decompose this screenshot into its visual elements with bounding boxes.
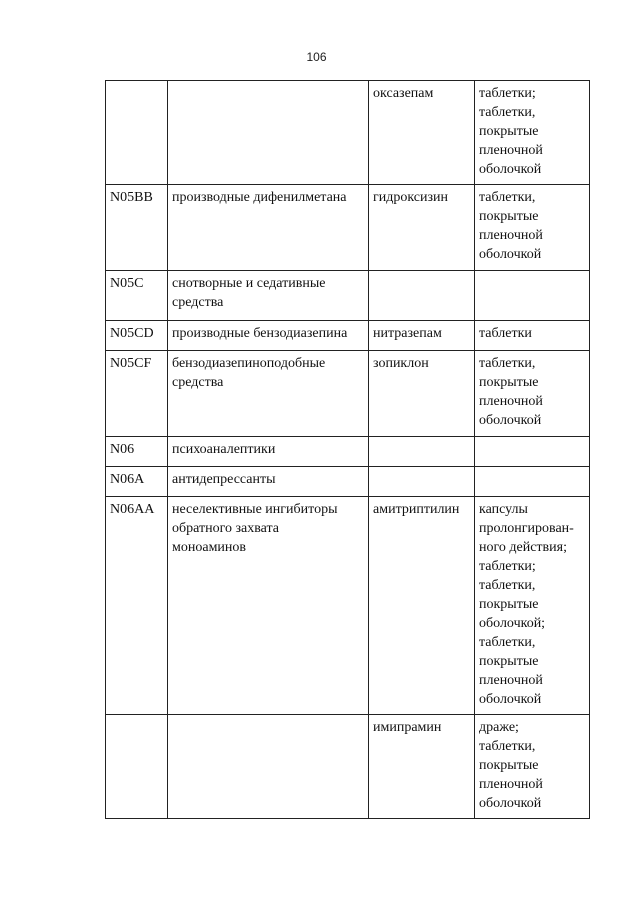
table-row: [106, 351, 590, 437]
group-cell: [168, 467, 369, 497]
atc-code-cell: [106, 467, 168, 497]
form-cell: [475, 715, 590, 819]
group-cell: [168, 185, 369, 271]
form-cell: [475, 497, 590, 715]
table-row: [106, 271, 590, 321]
group-cell: [168, 497, 369, 715]
group-cell: [168, 437, 369, 467]
drug-cell: [369, 351, 475, 437]
dosage-form: таблетки, покрытые пленочной оболочкой: [479, 190, 543, 262]
group-cell: [168, 271, 369, 321]
form-cell: [475, 437, 590, 467]
atc-code: N05C: [110, 276, 144, 291]
table-row: [106, 81, 590, 185]
form-cell: [475, 81, 590, 185]
table-row: [106, 715, 590, 819]
form-cell: [475, 321, 590, 351]
drug-cell: [369, 81, 475, 185]
group-name: антидепрессанты: [172, 472, 276, 487]
drug-cell: [369, 321, 475, 351]
group-name: производные дифенилметана: [172, 190, 347, 205]
drug-cell: [369, 437, 475, 467]
dosage-form: драже; таблетки, покрытые пленочной оболочкой: [479, 720, 543, 811]
drug-name: амитриптилин: [373, 502, 460, 517]
atc-code: N05CD: [110, 326, 154, 341]
dosage-form: таблетки; таблетки, покрытые пленочной оболочкой: [479, 86, 543, 177]
group-cell: [168, 321, 369, 351]
atc-code-cell: [106, 271, 168, 321]
table-row: [106, 437, 590, 467]
drug-name: зопиклон: [373, 356, 429, 371]
table-row: [106, 467, 590, 497]
atc-code-cell: [106, 497, 168, 715]
drug-cell: [369, 271, 475, 321]
atc-code: N06AA: [110, 502, 155, 517]
drug-name: оксазепам: [373, 86, 434, 101]
group-name: психоаналептики: [172, 442, 276, 457]
atc-code-cell: [106, 81, 168, 185]
atc-code-cell: [106, 351, 168, 437]
atc-code-cell: [106, 185, 168, 271]
atc-code-cell: [106, 321, 168, 351]
group-cell: [168, 351, 369, 437]
form-cell: [475, 271, 590, 321]
atc-code: N05CF: [110, 356, 152, 371]
atc-code: N05BB: [110, 190, 153, 205]
atc-code-cell: [106, 715, 168, 819]
drug-cell: [369, 185, 475, 271]
atc-code: N06A: [110, 472, 145, 487]
form-cell: [475, 351, 590, 437]
table-row: [106, 185, 590, 271]
table-row: [106, 321, 590, 351]
drug-table: [105, 80, 590, 819]
drug-name: гидроксизин: [373, 190, 449, 205]
drug-name: нитразепам: [373, 326, 442, 341]
group-cell: [168, 715, 369, 819]
dosage-form: таблетки, покрытые пленочной оболочкой: [479, 356, 543, 428]
group-cell: [168, 81, 369, 185]
group-name: бензодиазепиноподобные средства: [172, 356, 326, 390]
drug-cell: [369, 715, 475, 819]
drug-name: имипрамин: [373, 720, 442, 735]
atc-code-cell: [106, 437, 168, 467]
group-name: производные бензодиазепина: [172, 326, 348, 341]
atc-code: N06: [110, 442, 135, 457]
form-cell: [475, 467, 590, 497]
group-name: снотворные и седативные средства: [172, 276, 326, 310]
page-number: 106: [306, 50, 327, 64]
drug-cell: [369, 497, 475, 715]
group-name: неселективные ингибиторы обратного захвата моноаминов: [172, 502, 338, 555]
table-row: [106, 497, 590, 715]
dosage-form: таблетки: [479, 326, 532, 341]
form-cell: [475, 185, 590, 271]
drug-cell: [369, 467, 475, 497]
dosage-form: капсулы пролонгирован- ного действия; таблетки; таблетки, покрытые оболочкой; таблетки, покрытые пленочной оболочкой: [479, 502, 574, 707]
